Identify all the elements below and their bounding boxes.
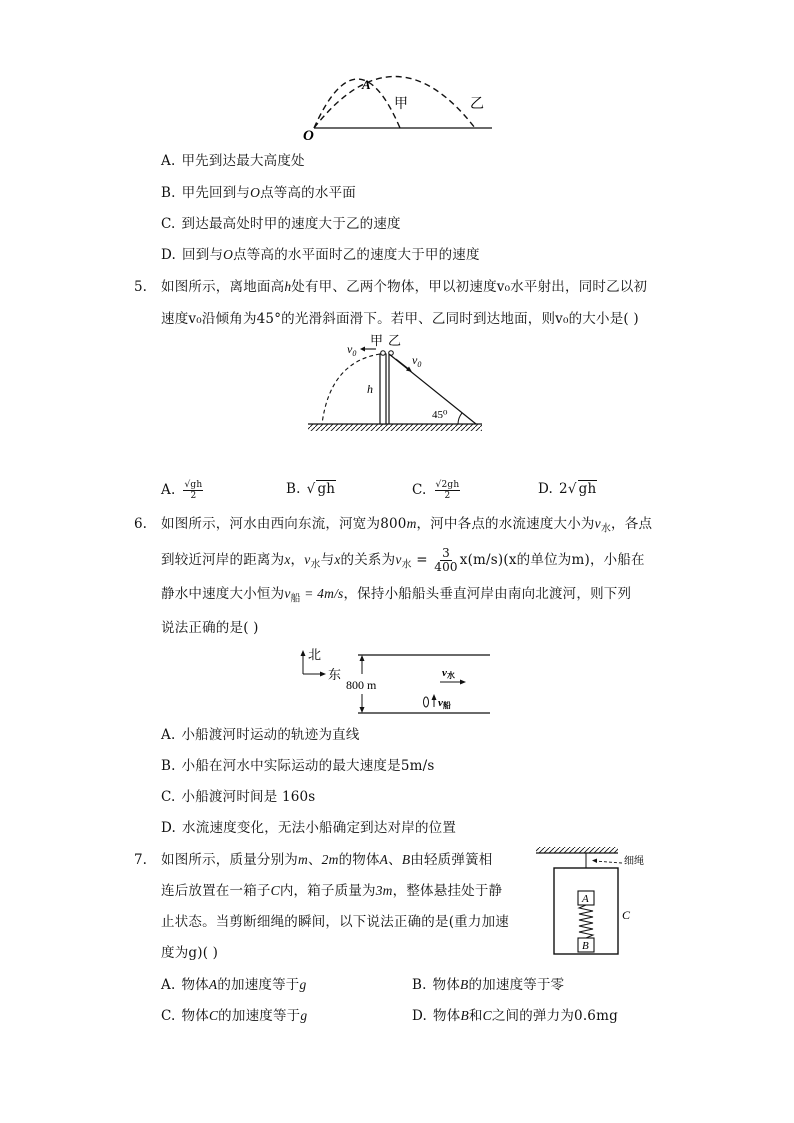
option-letter: D. <box>161 820 177 836</box>
var-m: m <box>406 516 417 531</box>
var: C <box>208 1008 219 1023</box>
q5-stem-line2: 速度v₀沿倾角为45°的光滑斜面滑下。若甲、乙同时到达地面，则v₀的大小是( ) <box>161 311 639 327</box>
rope-pointer <box>594 861 622 863</box>
q5-ground-hatch <box>308 424 482 431</box>
q4-option-c[interactable] <box>161 215 401 233</box>
option-text: 水流速度变化，无法小船确定到达对岸的位置 <box>182 820 457 836</box>
var-2m: 2m <box>321 852 339 867</box>
q7-option-c[interactable] <box>161 1007 307 1025</box>
q7-stem-line4: 度为g)( ) <box>161 945 219 961</box>
text: 如图所示，离地面高 <box>161 279 285 295</box>
var-A: A <box>379 852 389 867</box>
text: 的加速度等于 <box>218 1008 301 1024</box>
label-v-water: v水 <box>442 667 455 680</box>
var-m: m <box>298 852 308 867</box>
option-letter: D. <box>538 481 554 497</box>
denominator: 2 <box>190 491 197 501</box>
var-3m: 3m <box>375 883 393 898</box>
option-letter: D. <box>161 247 177 263</box>
option-letter: C. <box>161 1008 176 1024</box>
option-letter: B. <box>412 977 427 993</box>
q5-label-h: h <box>367 382 373 396</box>
text: 到较近河岸的距离为 <box>161 552 285 568</box>
q5-number: 5. <box>134 279 147 295</box>
text: = <box>411 552 433 568</box>
q7-stem-line2 <box>161 882 502 900</box>
var: g <box>299 977 307 992</box>
q5-pillar <box>380 354 386 424</box>
denominator: 400 <box>434 560 458 574</box>
text: 、 <box>388 852 402 868</box>
sqrt-content: gh <box>317 481 336 497</box>
q7-stem-line1 <box>161 851 492 869</box>
q5-label-v0-left: $v_0$ <box>347 342 357 358</box>
option-text: 到达最高处时甲的速度大于乙的速度 <box>181 216 401 232</box>
q5-option-a[interactable] <box>161 480 205 501</box>
option-letter: C. <box>161 216 176 232</box>
label-north: 北 <box>308 647 322 662</box>
subscript: 水 <box>401 559 412 571</box>
sqrt-content: gh <box>578 481 597 497</box>
var: C <box>482 1008 492 1023</box>
q5-object-jia <box>381 351 386 356</box>
label-v-boat: v船 <box>438 697 451 710</box>
label-C: C <box>622 908 631 922</box>
option-letter: C. <box>161 789 176 805</box>
text: 、 <box>307 852 322 868</box>
q5-arrowhead-left <box>360 347 365 352</box>
label-A: A <box>582 893 589 905</box>
q6-option-b[interactable] <box>161 757 435 775</box>
option-letter: B. <box>161 185 176 201</box>
q5-option-b[interactable]: B. √ gh <box>286 481 336 497</box>
option-text: 点等高的水平面 <box>260 185 356 201</box>
q7-stem-line3: 止状态。当剪断细绳的瞬间，以下说法正确的是(重力加速 <box>161 914 509 930</box>
denominator: 2 <box>444 491 451 501</box>
text: 的加速度等于零 <box>468 977 565 993</box>
boat-velocity-arrowhead <box>432 694 437 700</box>
var-x: x <box>334 552 341 567</box>
q5-angle-arc <box>458 413 462 424</box>
text: 处有甲、乙两个物体，甲以初速度v₀水平射出，同时乙以初 <box>291 279 648 295</box>
option-letter: A. <box>161 977 176 993</box>
text: 物体 <box>432 977 461 993</box>
numerator: √2gh <box>435 480 460 490</box>
q4-label-O: O <box>303 128 314 144</box>
q4-option-a[interactable] <box>161 152 305 170</box>
q7-number: 7. <box>134 852 147 868</box>
option-letter: D. <box>412 1008 428 1024</box>
text: ，河中各点的水流速度大小为 <box>416 516 595 532</box>
boat-icon <box>424 697 429 707</box>
q4-label-A: A <box>362 77 371 92</box>
var-O: O <box>223 247 234 262</box>
text: x(m/s)(x的单位为m)，小船在 <box>459 552 645 568</box>
var-v: v <box>594 516 601 531</box>
fraction <box>434 547 458 574</box>
numerator: √gh <box>184 480 203 490</box>
water-velocity-arrowhead <box>460 680 466 685</box>
var-O: O <box>250 185 261 200</box>
coefficient: 2 <box>559 481 568 497</box>
q4-label-yi: 乙 <box>470 97 484 112</box>
q6-stem-line1 <box>161 515 652 539</box>
q5-figure <box>300 332 490 437</box>
label-east: 东 <box>328 667 342 682</box>
q7-option-a[interactable] <box>161 976 306 994</box>
q4-option-d[interactable] <box>161 246 480 264</box>
text: 物体 <box>433 1008 461 1024</box>
text: 物体 <box>181 977 209 993</box>
q7-option-d[interactable] <box>412 1007 618 1025</box>
q5-label-angle: 45⁰ <box>432 409 448 421</box>
option-letter: A. <box>161 153 176 169</box>
option-letter: A. <box>161 727 176 743</box>
q6-stem-line2 <box>161 547 645 575</box>
text: 的物体 <box>338 852 380 868</box>
text: 如图所示，河水由西向东流，河宽为 <box>161 516 381 532</box>
q6-option-c[interactable] <box>161 788 315 806</box>
q5-option-d[interactable]: D. 2√ gh <box>538 481 597 497</box>
q6-option-d[interactable] <box>161 819 456 837</box>
q5-label-yi: 乙 <box>388 333 402 348</box>
var: B <box>460 1008 469 1023</box>
q4-option-b[interactable] <box>161 184 356 202</box>
text: 连后放置在一箱子 <box>161 883 271 899</box>
label-rope: 细绳 <box>624 856 644 867</box>
compass-east-arrow <box>320 672 326 677</box>
q7-option-b[interactable] <box>412 976 564 994</box>
rope-pointer-arrow <box>592 859 597 864</box>
text: 物体 <box>181 1008 209 1024</box>
text: 内，箱子质量为 <box>279 883 376 899</box>
fraction <box>435 480 461 501</box>
text: 和 <box>468 1008 483 1024</box>
text: 与 <box>320 552 335 568</box>
var: g <box>300 1008 308 1023</box>
option-text: 小船渡河时运动的轨迹为直线 <box>181 727 360 743</box>
q5-option-c[interactable] <box>412 480 462 501</box>
option-text: 甲先到达最大高度处 <box>181 153 305 169</box>
var-v: v <box>284 586 291 601</box>
q6-river-figure <box>292 644 496 720</box>
option-letter: B. <box>286 481 301 497</box>
var-B: B <box>401 852 411 867</box>
subscript: 水 <box>310 559 321 571</box>
option-letter: A. <box>161 482 176 498</box>
option-letter: B. <box>161 758 176 774</box>
q5-stem-line1 <box>161 278 647 296</box>
q4-path-jia <box>314 79 400 128</box>
var-x: x <box>284 552 291 567</box>
q7-box-figure <box>534 843 664 958</box>
label-width: 800 m <box>346 678 377 692</box>
text: ，保持小船船头垂直河岸由南向北渡河，则下列 <box>343 586 632 602</box>
subscript: 水 <box>600 523 612 535</box>
q6-stem-line4: 说法正确的是( ) <box>161 620 259 636</box>
ceiling-hatch <box>536 847 618 853</box>
equation: = 4m/s <box>300 586 344 601</box>
var: A <box>208 977 218 992</box>
var: B <box>460 977 469 992</box>
fraction <box>183 480 203 501</box>
var-h: h <box>284 279 292 294</box>
q6-number: 6. <box>134 516 147 532</box>
compass-north-arrow <box>301 650 306 656</box>
q6-option-a[interactable] <box>161 726 360 744</box>
numerator: 3 <box>442 546 450 560</box>
var-v: v <box>395 552 402 567</box>
var-v: v <box>304 552 311 567</box>
option-letter: C. <box>412 482 427 498</box>
width-arrow-bottom <box>360 707 365 713</box>
width-arrow-top <box>360 655 365 661</box>
text: 静水中速度大小恒为 <box>161 586 285 602</box>
subscript: 船 <box>290 593 301 605</box>
text: 的加速度等于 <box>217 977 300 993</box>
text: ，整体悬挂处于静 <box>392 883 503 899</box>
text: 的关系为 <box>340 552 396 568</box>
text: ，各点 <box>611 516 653 532</box>
option-text: 回到与 <box>182 247 224 263</box>
option-text: 小船渡河时间是 160s <box>181 789 316 805</box>
option-text: 点等高的水平面时乙的速度大于甲的速度 <box>233 247 480 263</box>
q4-label-jia: 甲 <box>394 97 408 112</box>
label-B: B <box>582 940 589 952</box>
q4-trajectory-figure <box>300 60 500 145</box>
var-C: C <box>270 883 280 898</box>
q5-label-jia: 甲 <box>370 333 384 348</box>
q6-stem-line3 <box>161 585 631 609</box>
text: 之间的弹力为0.6mg <box>491 1008 618 1024</box>
text: 如图所示，质量分别为 <box>161 852 298 868</box>
text: 由轻质弹簧相 <box>410 852 493 868</box>
option-text: 小船在河水中实际运动的最大速度是5m/s <box>181 758 435 774</box>
text: ， <box>290 552 305 568</box>
text: 800 <box>380 516 407 532</box>
option-text: 甲先回到与 <box>181 185 251 201</box>
q5-label-v0-right: $v_0$ <box>412 353 422 369</box>
